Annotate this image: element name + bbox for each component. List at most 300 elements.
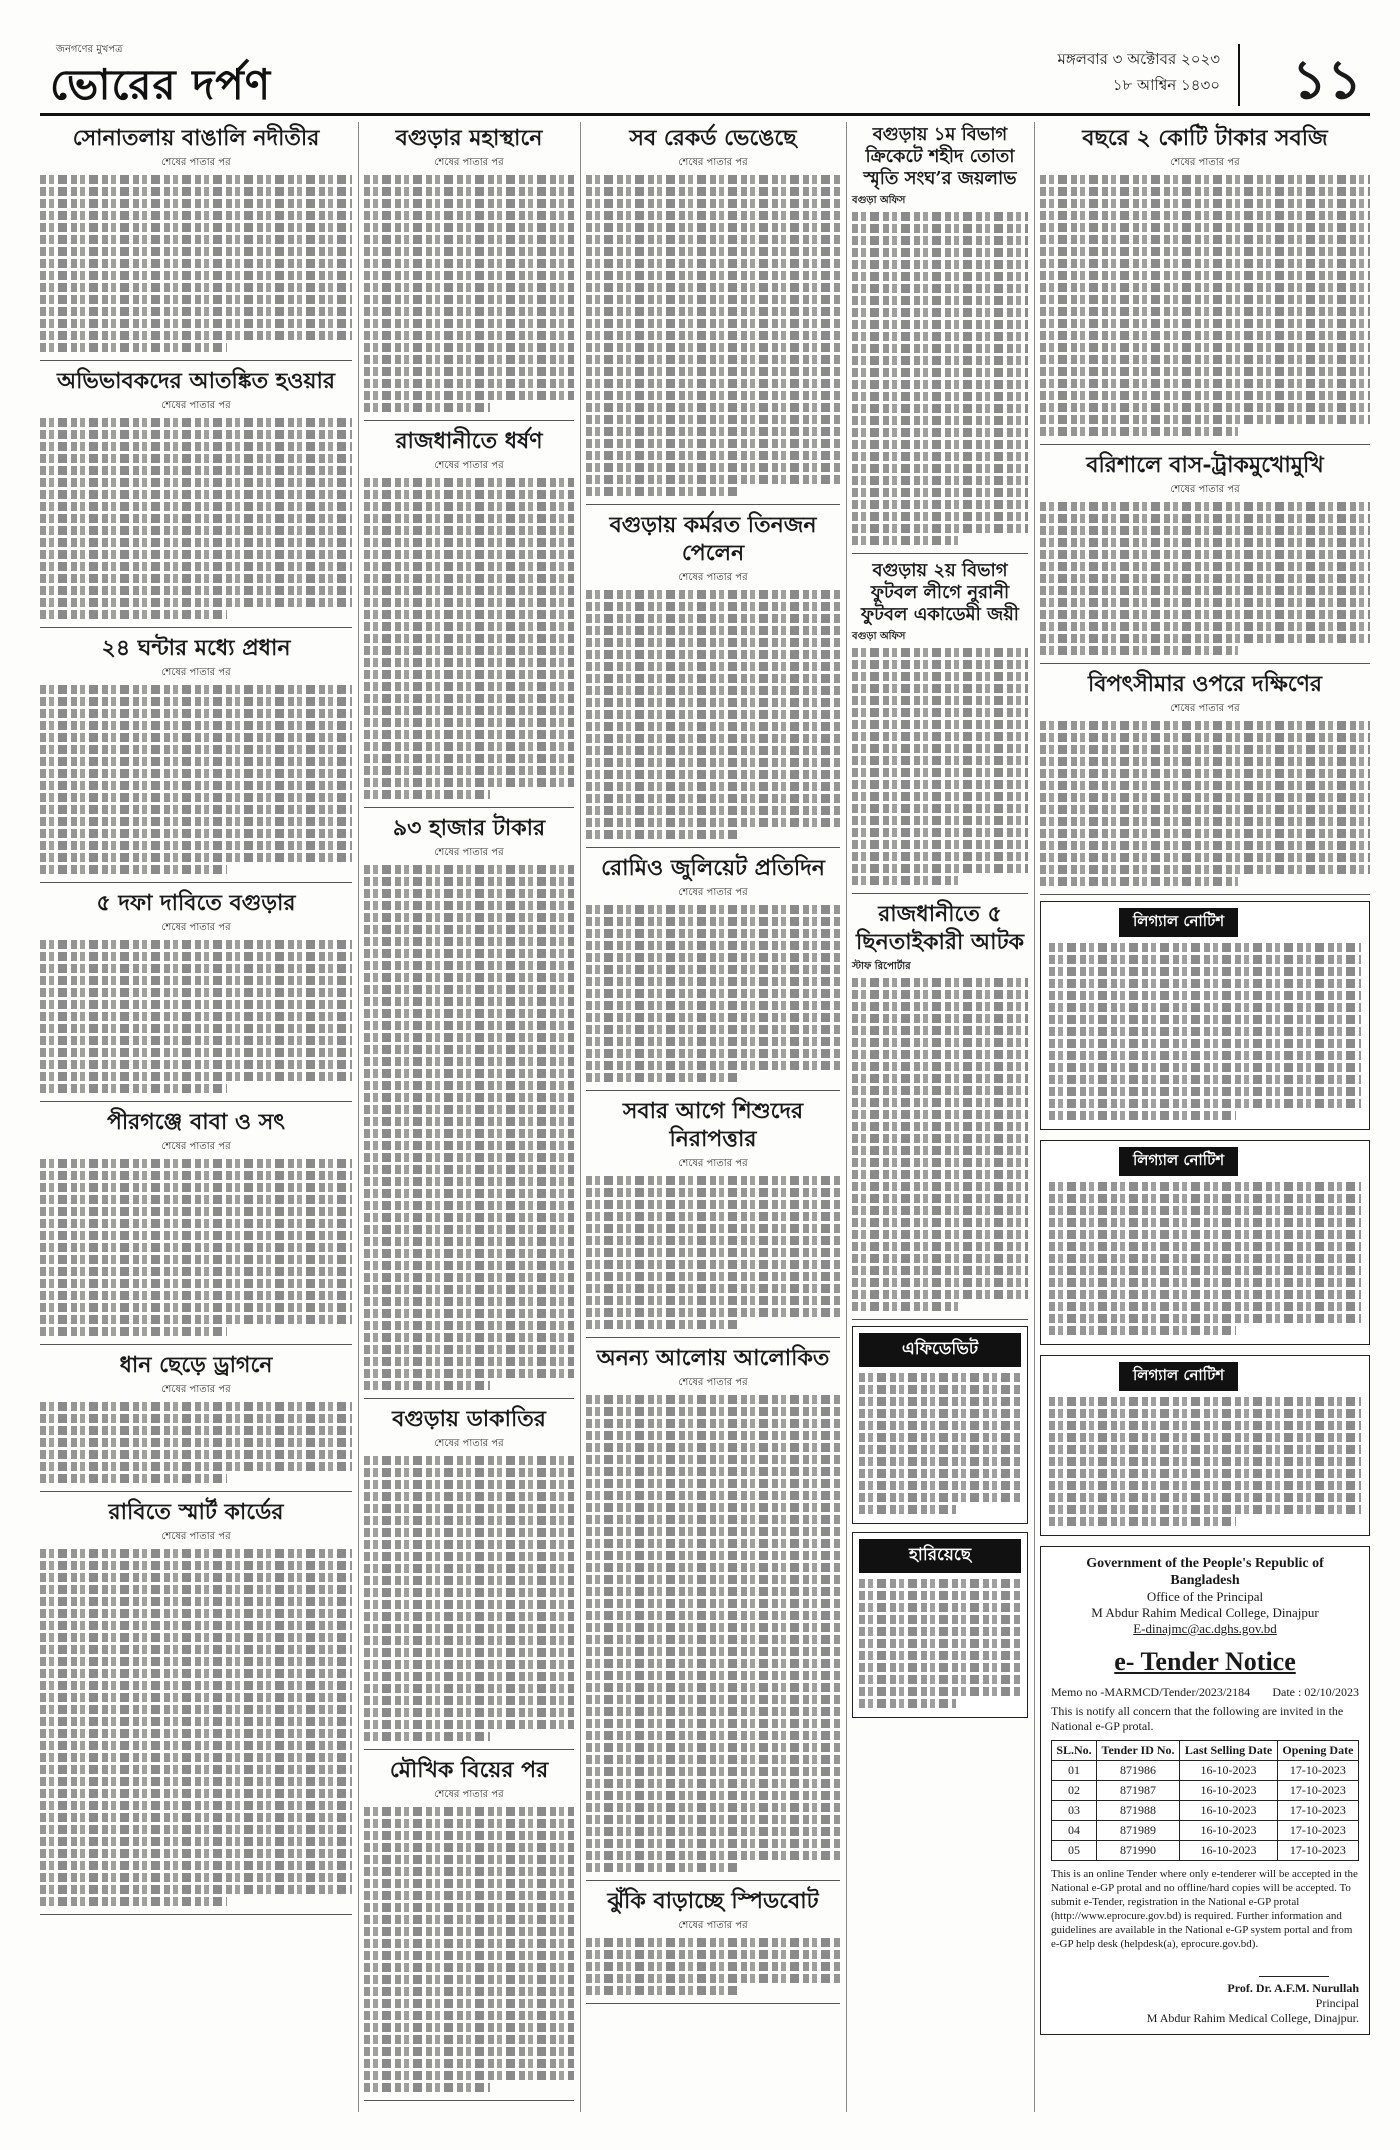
tender-office: Office of the Principal [1146, 1589, 1264, 1604]
article-text-line [40, 514, 352, 523]
article-text-line [852, 1290, 1028, 1299]
lost-title: হারিয়েছে [859, 1539, 1021, 1573]
article-text-line [1040, 646, 1238, 655]
article-text-line [364, 1045, 574, 1054]
article-text-line [364, 1600, 574, 1609]
article-text-line [586, 391, 840, 400]
article-text-line [364, 1081, 574, 1090]
article-text-line [364, 367, 574, 376]
article-text-line [364, 490, 574, 499]
article-text-line [1040, 355, 1370, 364]
article-text-line [852, 440, 1028, 449]
article-text-line [40, 574, 352, 583]
article-text-line [40, 1279, 352, 1288]
article-byline: বগুড়া অফিস [852, 195, 906, 206]
article-text-line [40, 976, 352, 985]
article-separator [364, 420, 574, 421]
article-text-line [586, 1248, 840, 1257]
column-3 [586, 122, 840, 2010]
article-text-line [364, 271, 574, 280]
article-text-line [852, 1026, 1028, 1035]
tender-signer: Prof. Dr. A.F.M. Nurullah [1227, 1981, 1359, 1995]
article-text-line [364, 1999, 574, 2008]
article-text-line [40, 721, 352, 730]
table-cell: 17-10-2023 [1277, 1841, 1358, 1861]
article-text-line [852, 1206, 1028, 1215]
article-text-line [40, 307, 352, 316]
article-text-line [364, 1381, 490, 1390]
article-text-line [364, 961, 574, 970]
news-article [40, 1498, 352, 1906]
tender-memo: Memo no -MARMCD/Tender/2023/2184 [1051, 1685, 1251, 1699]
news-article [1040, 451, 1370, 655]
article-kicker: শেষের পাতার পর [434, 1789, 504, 1800]
article-text-line [586, 1212, 840, 1221]
article-text-line [586, 271, 840, 280]
article-text-line [40, 1573, 352, 1582]
article-text-line [852, 356, 1028, 365]
article-text-line [586, 1611, 840, 1620]
article-text-line [364, 790, 490, 799]
article-text-line [586, 758, 840, 767]
article-text-line [364, 1552, 574, 1561]
article-text-line [1040, 757, 1370, 766]
article-text-line [852, 1122, 1028, 1131]
article-text-line [40, 199, 352, 208]
article-text-line [40, 1693, 352, 1702]
article-text-line [1040, 331, 1370, 340]
article-text-line [364, 1165, 574, 1174]
article-text-line [1040, 781, 1370, 790]
article-text-line [40, 430, 352, 439]
article-text-line [40, 1414, 352, 1423]
masthead-tagline: জনগণের মুখপত্র [56, 44, 123, 55]
table-cell: 17-10-2023 [1277, 1801, 1358, 1821]
article-text-line [364, 307, 574, 316]
article-text-line [586, 953, 840, 962]
article-byline: স্টাফ রিপোর্টার [852, 961, 911, 972]
article-text-line [364, 1069, 574, 1078]
news-article [40, 124, 352, 352]
article-text-line [364, 1009, 574, 1018]
article-text-line [586, 1767, 840, 1776]
article-text-line [364, 514, 574, 523]
article-text-line [364, 706, 574, 715]
article-text-line [1040, 319, 1370, 328]
article-text-line [364, 586, 574, 595]
article-text-line [852, 332, 1028, 341]
article-headline: বছরে ২ কোটি টাকার সবজি [1082, 125, 1328, 151]
article-text-line [40, 1048, 352, 1057]
article-text-line [586, 187, 840, 196]
legal-notice-1 [1040, 901, 1370, 1130]
article-text-line [586, 1272, 840, 1281]
article-text-line [586, 590, 840, 599]
article-headline: অনন্য আলোয় আলোকিত [596, 1345, 830, 1371]
article-text-line [586, 674, 840, 683]
article-kicker: শেষের পাতার পর [161, 1384, 231, 1395]
article-text-line [364, 355, 574, 364]
article-text-line [40, 1753, 352, 1762]
article-text-line [364, 1309, 574, 1318]
article-text-line [40, 1474, 227, 1483]
article-kicker: শেষের পাতার পর [161, 157, 231, 168]
article-text-line [40, 319, 352, 328]
tender-column-header: SL.No. [1052, 1741, 1097, 1761]
article-text-line [852, 500, 1028, 509]
article-text-line [1040, 622, 1370, 631]
article-text-line [364, 766, 574, 775]
article-text-line [586, 1563, 840, 1572]
article-text-line [852, 308, 1028, 317]
table-cell: 17-10-2023 [1277, 1781, 1358, 1801]
article-text-line [40, 1327, 227, 1336]
article-text-line [586, 1037, 840, 1046]
article-text-line [364, 223, 574, 232]
lost-ad [852, 1532, 1028, 1718]
article-separator [1040, 663, 1370, 664]
article-text-line [586, 1515, 840, 1524]
article-text-line [852, 1158, 1028, 1167]
article-text-line [40, 1645, 352, 1654]
article-text-line [852, 1230, 1028, 1239]
article-text-line [1040, 307, 1370, 316]
article-text-line [364, 622, 574, 631]
news-article [852, 560, 1028, 885]
article-text-line [586, 1647, 840, 1656]
article-text-line [364, 211, 574, 220]
article-text-line [364, 1636, 574, 1645]
article-text-line [40, 940, 352, 949]
table-cell: 871989 [1096, 1821, 1179, 1841]
tender-column-header: Last Selling Date [1180, 1741, 1278, 1761]
article-text-line [586, 247, 840, 256]
article-text-line [364, 574, 574, 583]
article-text-line [852, 1086, 1028, 1095]
article-text-line [852, 1254, 1028, 1263]
article-text-line [586, 475, 840, 484]
article-text-line [586, 1025, 840, 1034]
article-text-line [852, 224, 1028, 233]
article-text-line [364, 913, 574, 922]
article-text-line [40, 598, 352, 607]
article-headline: বগুড়ার মহাস্থানে [395, 125, 543, 151]
article-separator [586, 2003, 840, 2004]
table-cell: 16-10-2023 [1180, 1761, 1278, 1781]
article-text-line [586, 307, 840, 316]
article-separator [364, 1749, 574, 1750]
article-text-line [586, 1599, 840, 1608]
article-text-line [586, 1200, 840, 1209]
article-text-line [586, 1407, 840, 1416]
table-cell: 01 [1052, 1761, 1097, 1781]
article-text-line [1040, 271, 1370, 280]
article-kicker: শেষের পাতার পর [161, 400, 231, 411]
news-article [364, 1756, 574, 2092]
article-headline: সোনাতলায় বাঙালি নদীতীর [72, 125, 320, 151]
article-text-line [40, 1621, 352, 1630]
article-text-line [364, 1891, 574, 1900]
article-text-line [586, 806, 840, 815]
article-text-line [40, 829, 352, 838]
article-text-line [586, 734, 840, 743]
article-text-line [40, 733, 352, 742]
article-text-line [364, 1660, 574, 1669]
article-headline: বিপৎসীমার ওপরে দক্ষিণের [1087, 671, 1323, 697]
news-article [40, 1108, 352, 1336]
article-text-line [364, 283, 574, 292]
article-text-line [1040, 391, 1370, 400]
article-text-line [364, 1189, 574, 1198]
column-rule [1034, 122, 1035, 2112]
article-text-line [1040, 283, 1370, 292]
article-text-line [364, 295, 574, 304]
article-text-line [586, 650, 840, 659]
article-text-line [40, 1609, 352, 1618]
article-text-line [1040, 550, 1370, 559]
article-text-line [364, 1672, 574, 1681]
article-byline: বগুড়া অফিস [852, 631, 906, 642]
article-text-line [586, 710, 840, 719]
article-text-line [1040, 427, 1238, 436]
article-text-line [852, 1182, 1028, 1191]
article-text-line [40, 1315, 352, 1324]
table-cell: 16-10-2023 [1180, 1841, 1278, 1861]
article-text-line [586, 199, 840, 208]
article-text-line [586, 1815, 840, 1824]
column-5-articles [1040, 124, 1370, 895]
article-text-line [586, 1419, 840, 1428]
article-text-line [586, 1503, 840, 1512]
tender-table-body [1052, 1761, 1359, 1861]
article-text-line [40, 1024, 352, 1033]
article-headline: সবার আগে শিশুদের নিরাপত্তার [622, 1098, 804, 1152]
article-text-line [852, 684, 1028, 693]
article-text-line [1040, 367, 1370, 376]
article-text-line [364, 1915, 574, 1924]
article-text-line [40, 1861, 352, 1870]
article-text-line [364, 1696, 574, 1705]
article-text-line [586, 1635, 840, 1644]
article-text-line [852, 380, 1028, 389]
article-text-line [1040, 865, 1370, 874]
article-text-line [40, 610, 227, 619]
article-text-line [586, 1049, 840, 1058]
article-text-line [364, 199, 574, 208]
article-text-line [852, 780, 1028, 789]
news-article [40, 1351, 352, 1483]
article-text-line [1040, 415, 1370, 424]
article-text-line [586, 602, 840, 611]
tender-table [1051, 1740, 1359, 1861]
article-headline: ধান ছেড়ে ড্রাগনে [119, 1352, 273, 1378]
article-text-line [40, 418, 352, 427]
affidavit-ad [852, 1326, 1028, 1524]
article-text-line [364, 658, 574, 667]
article-text-line [1040, 526, 1370, 535]
article-text-line [364, 403, 490, 412]
article-text-line [40, 1183, 352, 1192]
article-text-line [586, 1236, 840, 1245]
article-text-line [1040, 199, 1370, 208]
article-text-line [586, 1791, 840, 1800]
article-text-line [364, 1732, 490, 1741]
article-separator [364, 807, 574, 808]
article-text-line [852, 768, 1028, 777]
article-text-line [364, 502, 574, 511]
news-article [586, 511, 840, 839]
article-text-line [586, 770, 840, 779]
article-text-line [364, 1345, 574, 1354]
article-text-line [1040, 562, 1370, 571]
article-text-line [40, 442, 352, 451]
article-text-line [40, 1741, 352, 1750]
article-text-line [364, 247, 574, 256]
article-text-line [586, 1575, 840, 1584]
article-text-line [1040, 634, 1370, 643]
article-kicker: শেষের পাতার পর [1170, 484, 1240, 495]
article-text-line [40, 769, 352, 778]
article-text-line [586, 283, 840, 292]
article-text-line [586, 1839, 840, 1848]
article-text-line [364, 2071, 574, 2080]
column-4-articles [852, 124, 1028, 1320]
article-text-line [364, 1951, 574, 1960]
table-cell: 17-10-2023 [1277, 1821, 1358, 1841]
table-cell: 04 [1052, 1821, 1097, 1841]
article-text-line [586, 259, 840, 268]
article-text-line [364, 742, 574, 751]
article-text-line [40, 550, 352, 559]
table-row [1052, 1761, 1359, 1781]
article-text-line [364, 1177, 574, 1186]
article-separator [364, 1398, 574, 1399]
article-text-line [852, 392, 1028, 401]
article-text-line [364, 2023, 574, 2032]
article-text-line [586, 1395, 840, 1404]
news-article [586, 854, 840, 1082]
article-text-line [364, 670, 574, 679]
news-article [364, 427, 574, 799]
article-text-line [586, 818, 840, 827]
article-text-line [364, 1831, 574, 1840]
article-text-line [586, 1013, 840, 1022]
news-article [40, 889, 352, 1093]
article-text-line [852, 284, 1028, 293]
article-text-line [364, 2059, 574, 2068]
article-text-line [586, 367, 840, 376]
article-text-line [1040, 175, 1370, 184]
article-text-line [1040, 211, 1370, 220]
article-text-line [364, 478, 574, 487]
article-text-line [852, 1014, 1028, 1023]
date-gregorian: মঙ্গলবার ৩ অক্টোবর ২০২৩ [1057, 50, 1220, 68]
article-text-line [364, 718, 574, 727]
article-text-line [852, 296, 1028, 305]
tender-column-header: Tender ID No. [1096, 1741, 1179, 1761]
article-kicker: শেষের পাতার পর [678, 1920, 748, 1931]
page-number: ১১ [1291, 48, 1362, 111]
table-row [1052, 1781, 1359, 1801]
article-text-line [1040, 235, 1370, 244]
news-article [586, 1887, 840, 1995]
article-text-line [852, 248, 1028, 257]
article-text-line [852, 416, 1028, 425]
article-text-line [586, 1707, 840, 1716]
article-text-line [40, 466, 352, 475]
article-text-line [852, 660, 1028, 669]
article-text-line [852, 1038, 1028, 1047]
article-text-line [586, 638, 840, 647]
article-text-line [586, 782, 840, 791]
article-text-line [364, 1987, 574, 1996]
article-text-line [364, 634, 574, 643]
article-headline: রাবিতে স্মার্ট কার্ডের [108, 1499, 284, 1525]
article-text-line [364, 1708, 574, 1717]
article-text-line [40, 1789, 352, 1798]
article-text-line [852, 864, 1028, 873]
article-text-line [586, 451, 840, 460]
table-cell: 16-10-2023 [1180, 1821, 1278, 1841]
column-4 [852, 122, 1028, 1726]
article-text-line [40, 1159, 352, 1168]
article-separator [40, 1491, 352, 1492]
article-text-line [364, 1843, 574, 1852]
article-separator [1040, 894, 1370, 895]
article-text-line [852, 272, 1028, 281]
table-cell: 05 [1052, 1841, 1097, 1861]
article-text-line [364, 1624, 574, 1633]
article-text-line [586, 1491, 840, 1500]
tender-signer-title: Principal [1315, 1996, 1359, 2010]
table-cell: 871990 [1096, 1841, 1179, 1861]
article-text-line [364, 949, 574, 958]
article-text-line [364, 1273, 574, 1282]
legal-notice-title: লিগ্যাল নোটিশ [1119, 1362, 1238, 1391]
legal-notice-title: লিগ্যাল নোটিশ [1119, 908, 1238, 937]
article-text-line [364, 259, 574, 268]
article-headline: রাজধানীতে ৫ ছিনতাইকারী আটক [856, 901, 1024, 955]
article-text-line [40, 1561, 352, 1570]
article-text-line [586, 331, 840, 340]
article-text-line [586, 1308, 840, 1317]
article-text-line [364, 889, 574, 898]
table-cell: 16-10-2023 [1180, 1781, 1278, 1801]
article-text-line [40, 841, 352, 850]
article-text-line [364, 1129, 574, 1138]
article-text-line [364, 1927, 574, 1936]
article-text-line [40, 1462, 352, 1471]
article-kicker: শেষের পাতার পর [678, 887, 748, 898]
article-text-line [364, 1576, 574, 1585]
article-text-line [586, 698, 840, 707]
article-text-line [40, 1873, 352, 1882]
article-text-line [364, 973, 574, 982]
article-text-line [364, 1528, 574, 1537]
article-text-line [40, 952, 352, 961]
table-row [1052, 1841, 1359, 1861]
article-separator [40, 627, 352, 628]
article-text-line [586, 1803, 840, 1812]
article-separator [40, 360, 352, 361]
article-text-line [586, 1320, 738, 1329]
article-text-line [852, 840, 1028, 849]
article-text-line [586, 1974, 840, 1983]
article-text-line [586, 355, 840, 364]
article-text-line [40, 247, 352, 256]
article-text-line [364, 1468, 574, 1477]
article-text-line [364, 865, 574, 874]
